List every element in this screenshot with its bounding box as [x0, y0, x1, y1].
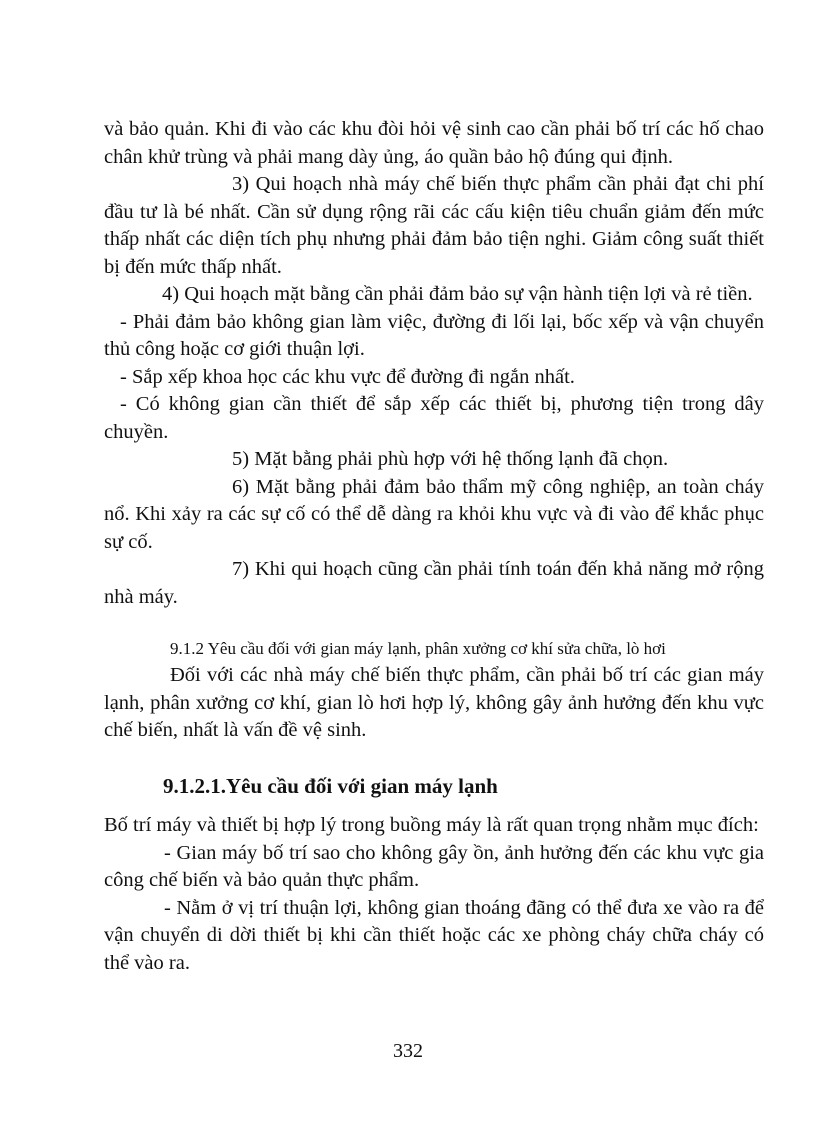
- paragraph-purpose: Bố trí máy và thiết bị hợp lý trong buồng máy là rất quan trọng nhằm mục đích:: [104, 814, 759, 836]
- paragraph-item-3: 3) Qui hoạch nhà máy chế biến thực phẩm cần phải đạt chi phí đầu tư là bé nhất. Cần sử dụng rộng rãi các cấu kiện tiêu chuẩn giảm đến mức thấp nhất các diện tích phụ nhưng phải đảm bảo tiện nghi. Giảm công suất thiết bị đến mức thấp nhất.: [104, 173, 764, 278]
- paragraph-dash-1: - Phải đảm bảo không gian làm việc, đường đi lối lại, bốc xếp và vận chuyển thủ công hoặc cơ giới thuận lợi.: [104, 310, 764, 360]
- paragraph-dash-2: - Sắp xếp khoa học các khu vực để đường đi ngắn nhất.: [120, 365, 575, 388]
- paragraph-item-7: 7) Khi qui hoạch cũng cần phải tính toán đến khả năng mở rộng nhà máy.: [104, 558, 764, 608]
- paragraph-item-4: 4) Qui hoạch mặt bằng cần phải đảm bảo sự vận hành tiện lợi và rẻ tiền.: [162, 283, 753, 305]
- section-heading: 9.1.2.1.Yêu cầu đối với gian máy lạnh: [163, 774, 498, 798]
- paragraph-dash-3: - Có không gian cần thiết để sắp xếp các thiết bị, phương tiện trong dây chuyền.: [104, 393, 764, 443]
- paragraph-item-6: 6) Mặt bằng phải đảm bảo thẩm mỹ công nghiệp, an toàn cháy nổ. Khi xảy ra các sự cố có thể dễ dàng ra khỏi khu vực và đi vào để khắc phục sự cố.: [104, 475, 764, 553]
- text-block-3: [104, 812, 764, 977]
- subsection-title: 9.1.2 Yêu cầu đối với gian máy lạnh, phân xưởng cơ khí sửa chữa, lò hơi: [170, 639, 666, 658]
- paragraph-dash-4: - Gian máy bố trí sao cho không gây ồn, ảnh hưởng đến các khu vực gia công chế biến và bảo quản thực phẩm.: [104, 841, 764, 891]
- paragraph-dash-5: - Nằm ở vị trí thuận lợi, không gian thoáng đãng có thể đưa xe vào ra để vận chuyển di dời thiết bị khi cần thiết hoặc các xe phòng cháy chữa cháy có thể vào ra.: [104, 896, 764, 974]
- text-block-1: [104, 116, 764, 611]
- page-number: 332: [393, 1040, 423, 1062]
- paragraph-intro: Đối với các nhà máy chế biến thực phẩm, cần phải bố trí các gian máy lạnh, phân xưởng cơ khí, gian lò hơi hợp lý, không gây ảnh hưởng đến khu vực chế biến, nhất là vấn đề vệ sinh.: [104, 664, 764, 741]
- paragraph-item-5: 5) Mặt bằng phải phù hợp với hệ thống lạnh đã chọn.: [232, 448, 669, 470]
- text-block-2: [104, 635, 764, 745]
- paragraph-1: và bảo quản. Khi đi vào các khu đòi hỏi vệ sinh cao cần phải bố trí các hố chao chân khử trùng và phải mang dày ủng, áo quần bảo hộ đúng qui định.: [104, 118, 764, 168]
